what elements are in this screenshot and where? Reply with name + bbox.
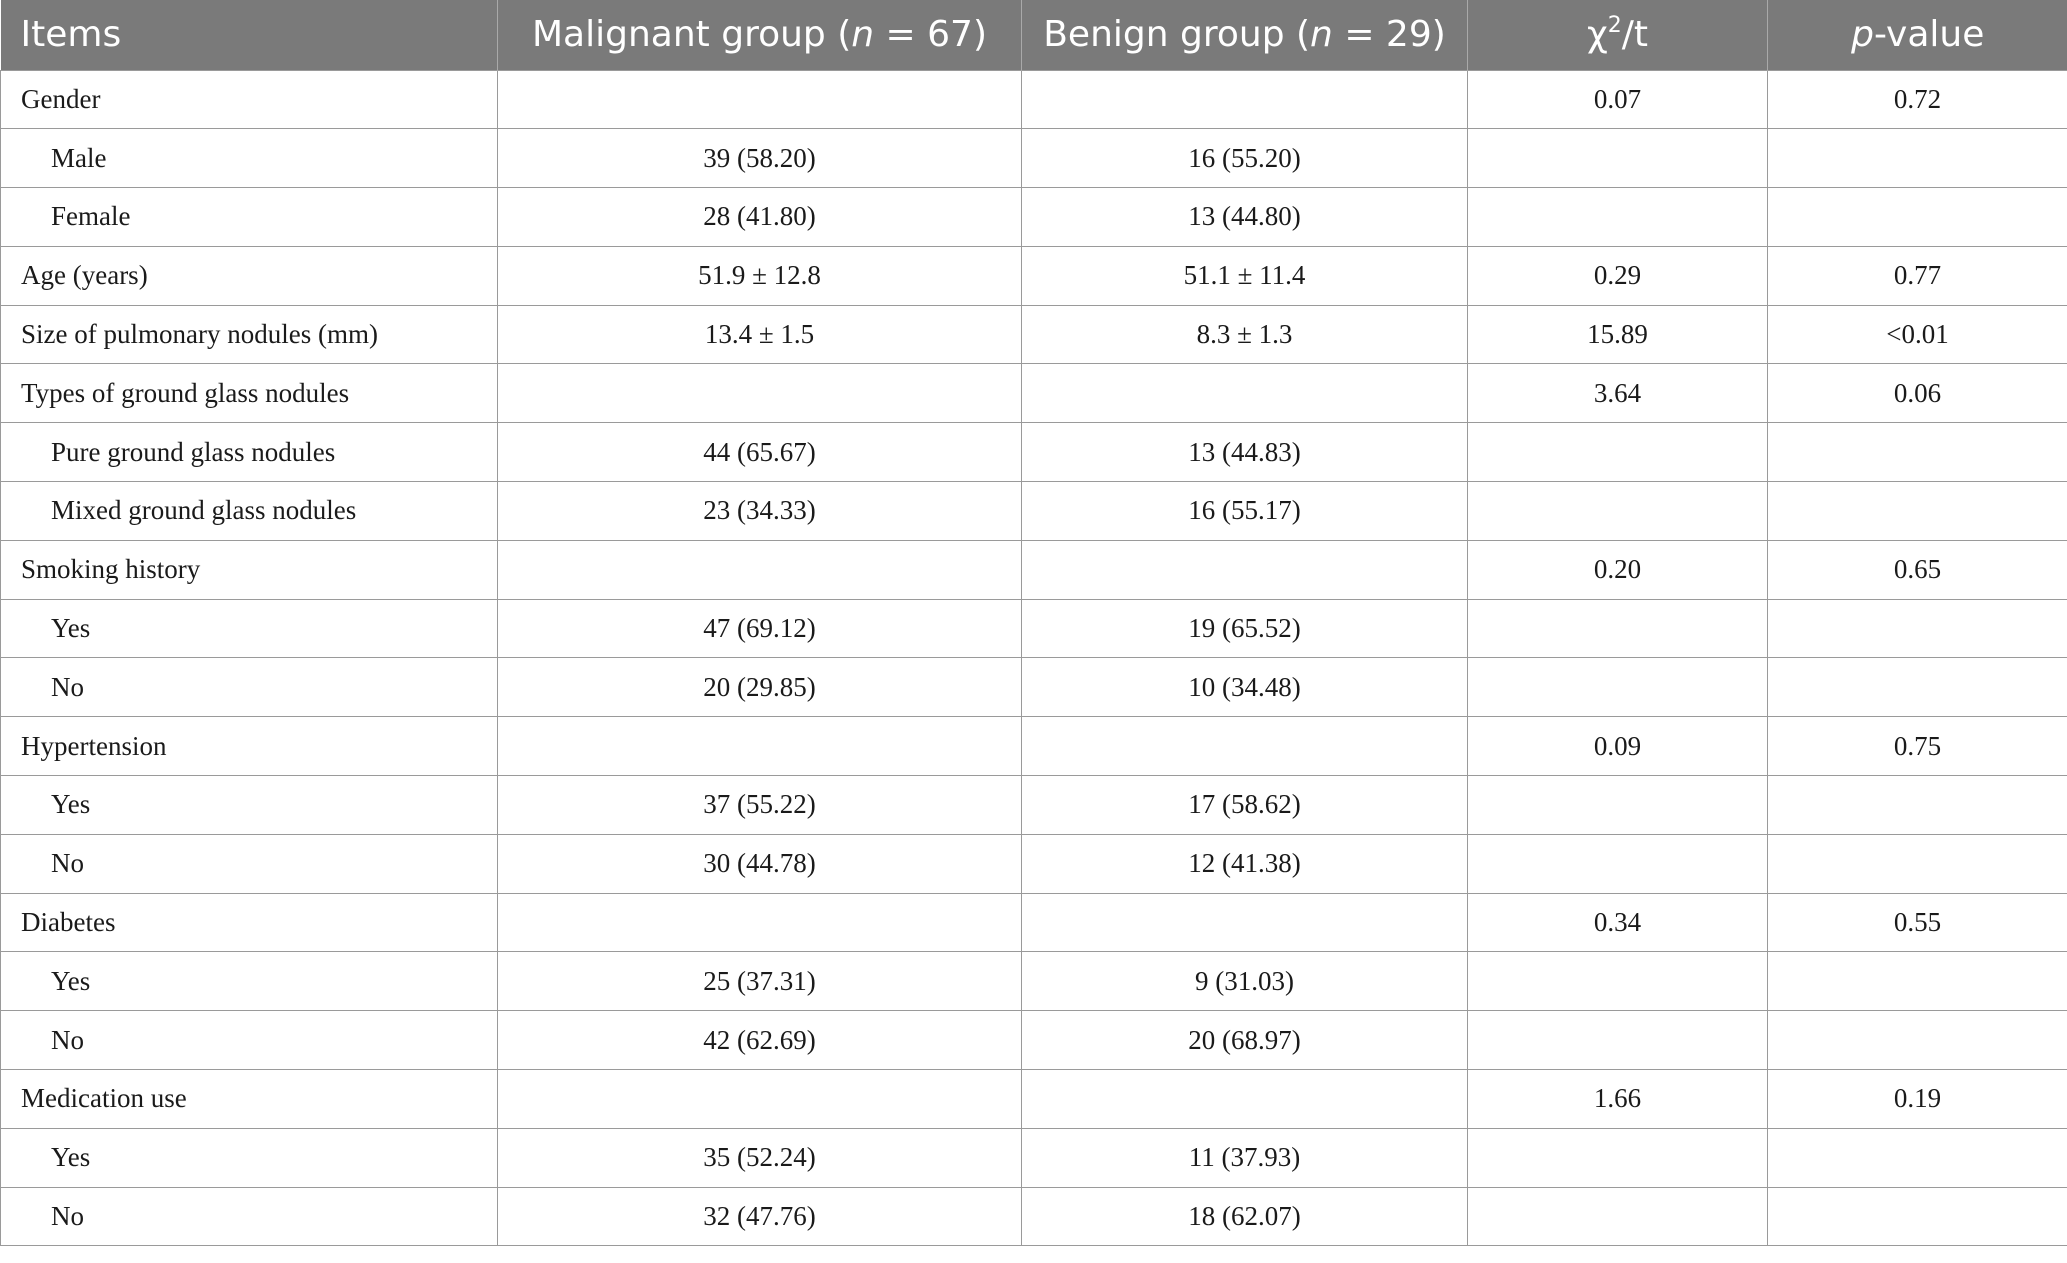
row-label: No: [1, 658, 498, 717]
table-row: [1, 834, 2067, 893]
table-row: [1, 246, 2067, 305]
benign-value: 51.1 ± 11.4: [1022, 246, 1468, 305]
p-value: [1768, 834, 2067, 893]
stat-value: [1468, 952, 1768, 1011]
table-row: [1, 482, 2067, 541]
table-row: [1, 717, 2067, 776]
p-value: 0.06: [1768, 364, 2067, 423]
stat-value: 1.66: [1468, 1070, 1768, 1129]
stat-value: 15.89: [1468, 305, 1768, 364]
row-label: Smoking history: [1, 540, 498, 599]
malignant-value: 25 (37.31): [498, 952, 1022, 1011]
benign-value: 10 (34.48): [1022, 658, 1468, 717]
benign-value: 19 (65.52): [1022, 599, 1468, 658]
p-value: 0.55: [1768, 893, 2067, 952]
table-row: [1, 1187, 2067, 1246]
table-row: [1, 776, 2067, 835]
malignant-value: 20 (29.85): [498, 658, 1022, 717]
row-label: Types of ground glass nodules: [1, 364, 498, 423]
row-label: Female: [1, 188, 498, 247]
stat-value: 3.64: [1468, 364, 1768, 423]
table-row: [1, 658, 2067, 717]
benign-value: 13 (44.83): [1022, 423, 1468, 482]
header-p-value: p-value: [1768, 0, 2067, 70]
table-row: [1, 599, 2067, 658]
malignant-value: [498, 717, 1022, 776]
row-label: Male: [1, 129, 498, 188]
p-value: [1768, 1011, 2067, 1070]
stat-value: [1468, 482, 1768, 541]
row-label: Diabetes: [1, 893, 498, 952]
malignant-value: [498, 1070, 1022, 1129]
p-value: [1768, 423, 2067, 482]
stat-value: [1468, 129, 1768, 188]
stat-value: 0.09: [1468, 717, 1768, 776]
stat-value: 0.07: [1468, 70, 1768, 129]
row-label: Mixed ground glass nodules: [1, 482, 498, 541]
malignant-value: [498, 364, 1022, 423]
table-row: [1, 70, 2067, 129]
malignant-value: 30 (44.78): [498, 834, 1022, 893]
malignant-value: 39 (58.20): [498, 129, 1022, 188]
p-value: [1768, 776, 2067, 835]
benign-value: 12 (41.38): [1022, 834, 1468, 893]
row-label: No: [1, 834, 498, 893]
benign-value: 11 (37.93): [1022, 1128, 1468, 1187]
benign-value: 16 (55.17): [1022, 482, 1468, 541]
row-label: Medication use: [1, 1070, 498, 1129]
stat-value: [1468, 1011, 1768, 1070]
table-row: [1, 1070, 2067, 1129]
p-value: [1768, 658, 2067, 717]
p-value: [1768, 482, 2067, 541]
malignant-value: 51.9 ± 12.8: [498, 246, 1022, 305]
stat-value: 0.34: [1468, 893, 1768, 952]
benign-value: [1022, 364, 1468, 423]
row-label: Yes: [1, 1128, 498, 1187]
malignant-value: [498, 893, 1022, 952]
table-row: [1, 423, 2067, 482]
row-label: Yes: [1, 599, 498, 658]
table-row: [1, 1011, 2067, 1070]
row-label: Yes: [1, 776, 498, 835]
benign-value: 8.3 ± 1.3: [1022, 305, 1468, 364]
p-value: <0.01: [1768, 305, 2067, 364]
benign-value: 9 (31.03): [1022, 952, 1468, 1011]
p-value: [1768, 952, 2067, 1011]
benign-value: [1022, 70, 1468, 129]
header-benign-group: Benign group (n = 29): [1022, 0, 1468, 70]
stat-value: 0.20: [1468, 540, 1768, 599]
malignant-value: [498, 540, 1022, 599]
table-row: [1, 305, 2067, 364]
stat-value: 0.29: [1468, 246, 1768, 305]
table-body: [1, 70, 2067, 1246]
p-value: [1768, 1187, 2067, 1246]
table-row: [1, 129, 2067, 188]
benign-value: 13 (44.80): [1022, 188, 1468, 247]
table-row: [1, 952, 2067, 1011]
table-row: [1, 540, 2067, 599]
row-label: No: [1, 1187, 498, 1246]
malignant-value: 28 (41.80): [498, 188, 1022, 247]
malignant-value: 13.4 ± 1.5: [498, 305, 1022, 364]
stat-value: [1468, 188, 1768, 247]
stat-value: [1468, 834, 1768, 893]
p-value: 0.19: [1768, 1070, 2067, 1129]
p-value: 0.65: [1768, 540, 2067, 599]
p-value: [1768, 1128, 2067, 1187]
row-label: Hypertension: [1, 717, 498, 776]
p-value: [1768, 599, 2067, 658]
stat-value: [1468, 1187, 1768, 1246]
stat-value: [1468, 776, 1768, 835]
malignant-value: 47 (69.12): [498, 599, 1022, 658]
malignant-value: 44 (65.67): [498, 423, 1022, 482]
header-malignant-group: Malignant group (n = 67): [498, 0, 1022, 70]
p-value: [1768, 129, 2067, 188]
table-row: [1, 364, 2067, 423]
benign-value: [1022, 717, 1468, 776]
malignant-value: 23 (34.33): [498, 482, 1022, 541]
p-value: 0.77: [1768, 246, 2067, 305]
row-label: Gender: [1, 70, 498, 129]
table-row: [1, 188, 2067, 247]
benign-value: [1022, 1070, 1468, 1129]
table-header-row: [1, 0, 2067, 70]
stat-value: [1468, 658, 1768, 717]
benign-value: 17 (58.62): [1022, 776, 1468, 835]
malignant-value: 35 (52.24): [498, 1128, 1022, 1187]
row-label: Age (years): [1, 246, 498, 305]
benign-value: 18 (62.07): [1022, 1187, 1468, 1246]
row-label: Size of pulmonary nodules (mm): [1, 305, 498, 364]
p-value: 0.75: [1768, 717, 2067, 776]
header-items: Items: [1, 0, 498, 70]
benign-value: 20 (68.97): [1022, 1011, 1468, 1070]
stat-value: [1468, 599, 1768, 658]
malignant-value: [498, 70, 1022, 129]
table-row: [1, 1128, 2067, 1187]
benign-value: [1022, 540, 1468, 599]
p-value: [1768, 188, 2067, 247]
benign-value: [1022, 893, 1468, 952]
malignant-value: 37 (55.22): [498, 776, 1022, 835]
row-label: No: [1, 1011, 498, 1070]
stat-value: [1468, 423, 1768, 482]
p-value: 0.72: [1768, 70, 2067, 129]
malignant-value: 32 (47.76): [498, 1187, 1022, 1246]
benign-value: 16 (55.20): [1022, 129, 1468, 188]
stat-value: [1468, 1128, 1768, 1187]
row-label: Pure ground glass nodules: [1, 423, 498, 482]
row-label: Yes: [1, 952, 498, 1011]
table-row: [1, 893, 2067, 952]
malignant-value: 42 (62.69): [498, 1011, 1022, 1070]
header-chi-square-t: $\chi^2/t$: [1468, 0, 1768, 70]
